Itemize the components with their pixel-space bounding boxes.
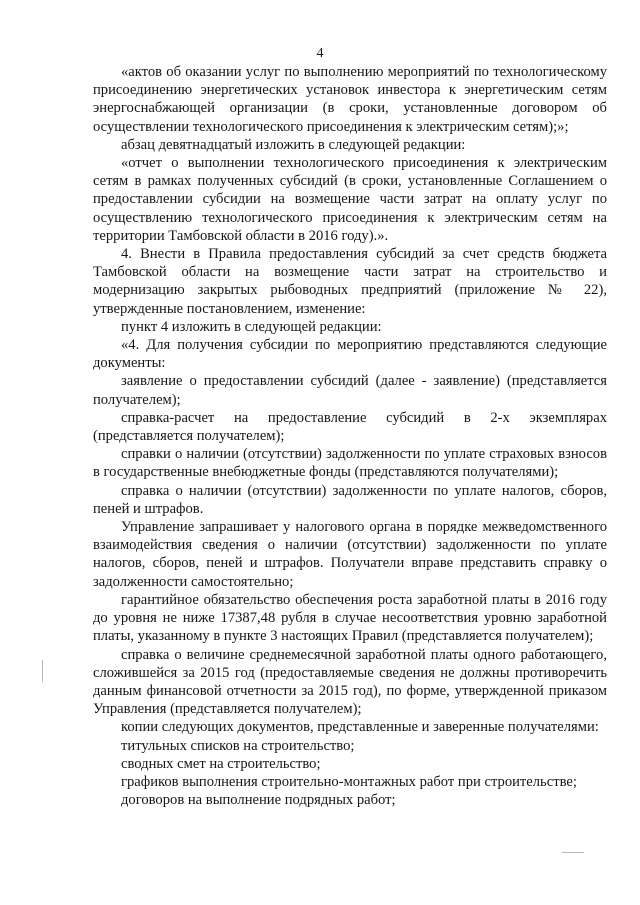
paragraph-nineteenth-indent: абзац девятнадцатый изложить в следующей редакции: <box>121 136 466 153</box>
paragraph-application: заявление о предоставлении субсидий (далее - заявление) (представляется получателем); <box>93 373 607 408</box>
paragraph-point-4-intro: пункт 4 изложить в следующей редакции: <box>121 318 382 335</box>
paragraph-calculation-certificate: справка-расчет на предоставление субсидий в 2-х экземплярах (представляется получателем); <box>93 409 607 445</box>
paragraph-insurance-certificate: справки о наличии (отсутствии) задолженности по уплате страховых взносов в государственные внебюджетные фонды (представляются получателями); <box>93 446 607 481</box>
paragraph-department-request: Управление запрашивает у налогового органа в порядке межведомственного взаимодействия сведения о наличии (отсутствии) задолженности по уплате налогов, сборов, пеней и штрафов. Получатели вправе представить справку о задолженности самостоятельно; <box>93 519 607 590</box>
scan-mark-right <box>562 852 584 853</box>
paragraph-report-quote: «отчет о выполнении технологического присоединения к электрическим сетям в рамках полученных субсидий (в сроки, установленные Соглашением о предоставлении субсидии на возмещение части затрат на оплату услуг по осуществлению технологического присоединения к электрическим сетям на территории Тамбовской области в 2016 году).». <box>93 155 607 244</box>
paragraph-copies-intro: копии следующих документов, представленные и заверенные получателями: <box>121 719 599 736</box>
paragraph-documents-intro: «4. Для получения субсидии по мероприятию представляются следующие документы: <box>93 337 607 372</box>
paragraph-work-schedules: графиков выполнения строительно-монтажных работ при строительстве; <box>121 773 577 790</box>
paragraph-summary-estimates: сводных смет на строительство; <box>121 755 321 772</box>
paragraph-item-4: 4. Внести в Правила предоставления субсидий за счет средств бюджета Тамбовской области на возмещение части затрат на строительство и модернизацию закрытых рыбоводных предприятий (приложение № 22), утвержденные постановлением, изменение: <box>93 246 607 317</box>
scan-mark-left <box>42 660 43 682</box>
paragraph-contracts: договоров на выполнение подрядных работ; <box>121 792 396 809</box>
paragraph-title-lists: титульных списков на строительство; <box>121 737 355 754</box>
paragraph-tax-certificate: справка о наличии (отсутствии) задолженности по уплате налогов, сборов, пеней и штрафов. <box>93 482 607 517</box>
document-body <box>93 63 607 809</box>
paragraph-salary-guarantee: гарантийное обязательство обеспечения роста заработной платы в 2016 году до уровня не ниже 17387,48 рубля в случае несоответствия уровню заработной платы, указанному в пункте 3 настоящих Правил (представляется получателем); <box>93 591 607 645</box>
paragraph-acts-quote: «актов об оказании услуг по выполнению мероприятий по технологическому присоединению энергетических установок инвестора к энергетическим сетям энергоснабжающей организации (в сроки, установленные договором об осуществлении технологического присоединения к электрическим сетям);»; <box>93 64 607 135</box>
page-number: 4 <box>316 46 324 61</box>
paragraph-salary-certificate: справка о величине среднемесячной заработной платы одного работающего, сложившейся за 2015 год (предоставляемые сведения не должны противоречить данным финансовой отчетности за 2015 год), по форме, утвержденной приказом Управления (представляется получателем); <box>93 646 607 718</box>
